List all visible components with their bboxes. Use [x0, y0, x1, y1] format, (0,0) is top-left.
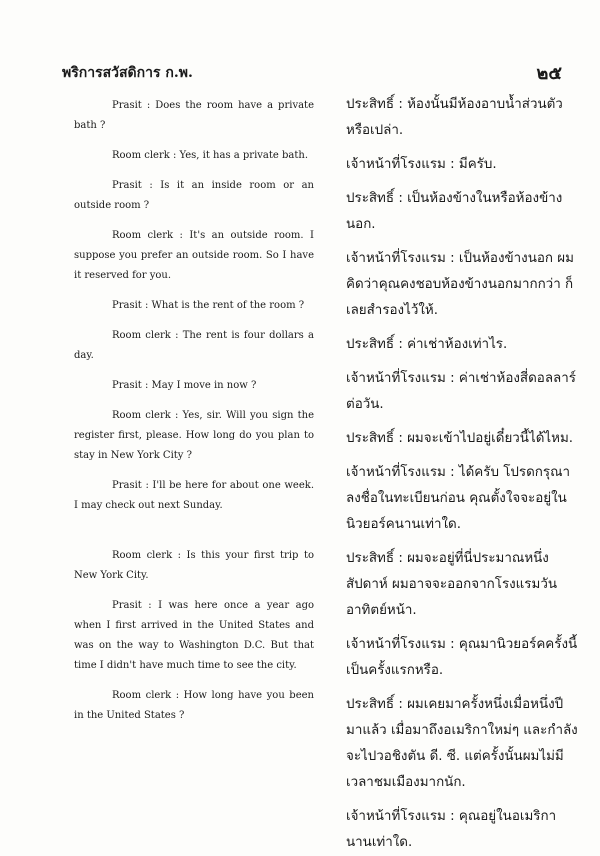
english-line: Prasit : What is the rent of the room ? — [112, 300, 305, 311]
thai-line: ประสิทธิ์ : ผมเคยมาครั้งหนึ่งเมื่อหนึ่งปีมาแล้ว เมื่อมาถึงอเมริกาใหม่ๆ และกำลังจะไปวอชิงตัน ดี. ซี. แต่ครั้งนั้นผมไม่มีเวลาชมเมืองมากนัก. — [346, 697, 578, 790]
thai-line: เจ้าหน้าที่โรงแรม : คุณมานิวยอร์คครั้งนี้เป็นครั้งแรกหรือ. — [346, 637, 578, 678]
thai-line: ประสิทธิ์ : เป็นห้องข้างในหรือห้องข้างนอก. — [346, 191, 563, 232]
english-column — [74, 96, 314, 726]
page-header — [62, 62, 562, 88]
header-title: พริการสวัสดิการ ก.พ. — [62, 65, 193, 81]
thai-line: เจ้าหน้าที่โรงแรม : เป็นห้องข้างนอก ผมคิดว่าคุณคงชอบห้องข้างนอกมากกว่า ก็เลยสำรองไว้ให้. — [346, 251, 574, 318]
english-line: Room clerk : How long have you been in the United States ? — [74, 690, 314, 721]
english-line: Prasit : I'll be here for about one week. I may check out next Sunday. — [74, 480, 314, 511]
thai-line: ประสิทธิ์ : ผมจะอยู่ที่นี่ประมาณหนึ่งสัปดาห์ ผมอาจจะออกจากโรงแรมวันอาทิตย์หน้า. — [346, 551, 558, 618]
page-number: ๒๕ — [536, 63, 562, 84]
thai-line: เจ้าหน้าที่โรงแรม : มีครับ. — [346, 157, 497, 172]
thai-line: ประสิทธิ์ : ผมจะเข้าไปอยู่เดี๋ยวนี้ได้ไหม. — [346, 431, 574, 446]
english-line: Room clerk : Yes, it has a private bath. — [112, 150, 309, 161]
english-line: Room clerk : Is this your first trip to New York City. — [74, 550, 314, 581]
thai-line: ประสิทธิ์ : ค่าเช่าห้องเท่าไร. — [346, 337, 508, 352]
english-line: Prasit : Does the room have a private bath ? — [74, 100, 314, 131]
english-line: Prasit : Is it an inside room or an outside room ? — [74, 180, 314, 211]
thai-line: เจ้าหน้าที่โรงแรม : ได้ครับ โปรดกรุณาลงชื่อในทะเบียนก่อน คุณตั้งใจจะอยู่ในนิวยอร์คนานเท่าใด. — [346, 465, 571, 532]
english-line: Prasit : May I move in now ? — [112, 380, 257, 391]
english-line: Room clerk : It's an outside room. I suppose you prefer an outside room. So I have it reserved for you. — [74, 230, 314, 281]
english-line: Room clerk : The rent is four dollars a day. — [74, 330, 314, 361]
thai-line: เจ้าหน้าที่โรงแรม : ค่าเช่าห้องสี่ดอลลาร์ต่อวัน. — [346, 371, 576, 412]
thai-column — [346, 92, 578, 856]
english-line: Prasit : I was here once a year ago when I first arrived in the United States and was on the way to Washington D.C. But that time I didn't have much time to see the city. — [74, 600, 314, 671]
thai-line: ประสิทธิ์ : ห้องนั้นมีห้องอาบน้ำส่วนตัวหรือเปล่า. — [346, 97, 563, 138]
english-line: Room clerk : Yes, sir. Will you sign the register first, please. How long do you plan to stay in New York City ? — [74, 410, 314, 461]
thai-line: เจ้าหน้าที่โรงแรม : คุณอยู่ในอเมริกานานเท่าใด. — [346, 809, 557, 850]
